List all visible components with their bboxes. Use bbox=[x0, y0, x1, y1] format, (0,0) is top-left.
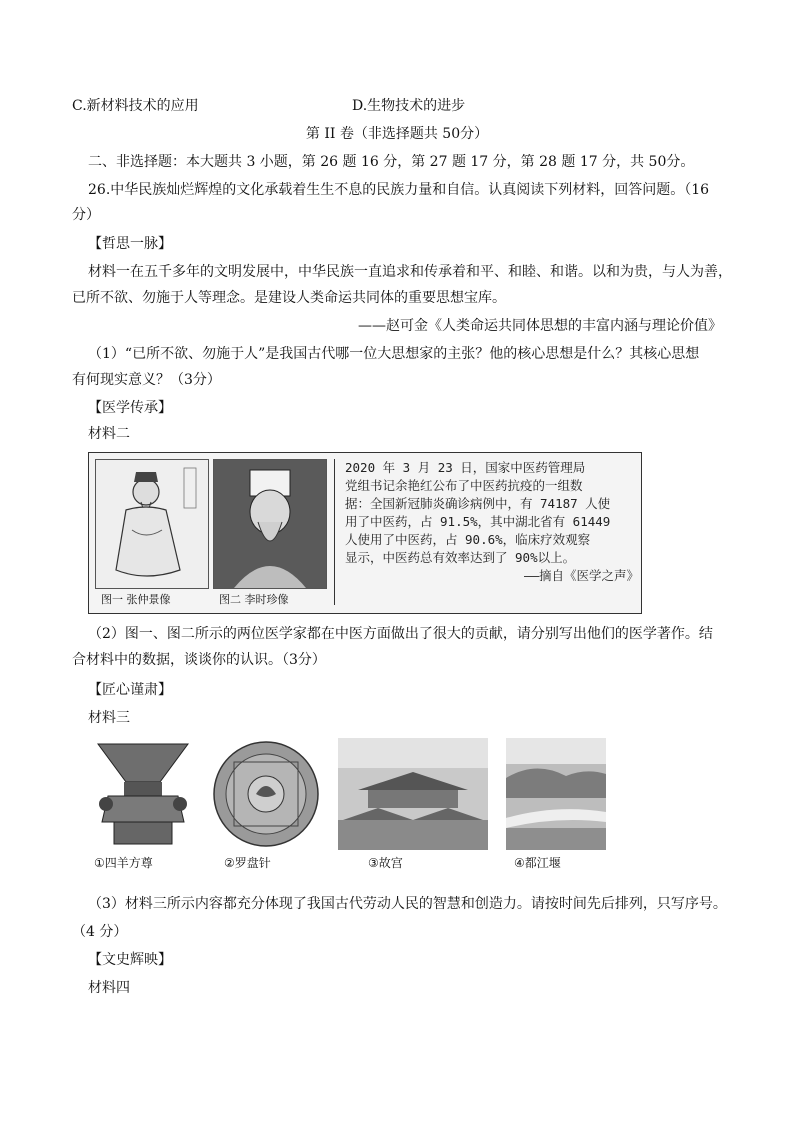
question-2-cont: 合材料中的数据，谈谈你的认识。（3分） bbox=[72, 652, 326, 668]
heading-craft: 【匠心谨肃】 bbox=[88, 682, 172, 698]
m3-caption-4: ④都江堰 bbox=[514, 856, 561, 870]
material-two-text-line: 2020 年 3 月 23 日，国家中医药管理局 bbox=[345, 460, 586, 475]
option-c: C.新材料技术的应用 bbox=[72, 98, 199, 114]
heading-medicine: 【医学传承】 bbox=[88, 400, 172, 416]
material-one-source: ——赵可金《人类命运共同体思想的丰富内涵与理论价值》 bbox=[358, 318, 722, 334]
fig2-caption: 图二 李时珍像 bbox=[219, 593, 289, 606]
forbidden-city-image bbox=[338, 738, 488, 854]
question-3-cont: （4 分） bbox=[72, 924, 128, 940]
question-1: （1）“已所不欲、勿施于人”是我国古代哪一位大思想家的主张？他的核心思想是什么？其核心思想 bbox=[88, 346, 700, 362]
section-intro: 二、非选择题：本大题共 3 小题，第 26 题 16 分，第 27 题 17 分，第 28 题 17 分，共 50分。 bbox=[88, 154, 695, 170]
li-shizhen-portrait bbox=[213, 459, 327, 589]
m3-caption-3: ③故宫 bbox=[368, 856, 403, 870]
question-3: （3）材料三所示内容都充分体现了我国古代劳动人民的智慧和创造力。请按时间先后排列，只写序号。 bbox=[88, 896, 727, 912]
m3-caption-1: ①四羊方尊 bbox=[94, 856, 153, 870]
material-three-label: 材料三 bbox=[88, 710, 130, 726]
material-three-images bbox=[88, 738, 648, 870]
material-four-label: 材料四 bbox=[88, 980, 130, 996]
zhang-zhongjing-portrait bbox=[95, 459, 209, 589]
material-one-cont: 已所不欲、勿施于人等理念。是建设人类命运共同体的重要思想宝库。 bbox=[72, 290, 506, 306]
option-d: D.生物技术的进步 bbox=[352, 98, 466, 114]
material-two-text-line: 用了中医药，占 91.5%，其中湖北省有 61449 bbox=[345, 514, 611, 529]
material-two-source: ——摘自《医学之声》 bbox=[523, 568, 639, 583]
material-two-text-line: 据：全国新冠肺炎确诊病例中，有 74187 人使 bbox=[345, 496, 611, 511]
material-two-text bbox=[334, 459, 645, 605]
section-title: 第 II 卷（非选择题共 50分） bbox=[305, 126, 489, 142]
compass-image bbox=[210, 738, 322, 854]
question-2: （2）图一、图二所示的两位医学家都在中医方面做出了很大的贡献，请分别写出他们的医学著作。结 bbox=[88, 626, 713, 642]
material-two-label: 材料二 bbox=[88, 426, 130, 442]
m3-caption-2: ②罗盘针 bbox=[224, 856, 271, 870]
heading-philosophy: 【哲思一脉】 bbox=[88, 236, 172, 252]
dujiangyan-image bbox=[506, 738, 606, 854]
four-goat-square-zun-image bbox=[88, 738, 198, 854]
material-one: 材料一在五千多年的文明发展中，中华民族一直追求和传承着和平、和睦、和谐。以和为贵，与人为善， bbox=[88, 264, 732, 280]
q26-stem-cont: 分） bbox=[72, 207, 100, 223]
material-two-text-line: 人使用了中医药，占 90.6%，临床疗效观察 bbox=[345, 532, 591, 547]
material-two-image bbox=[88, 452, 642, 614]
q26-stem: 26.中华民族灿烂辉煌的文化承载着生生不息的民族力量和自信。认真阅读下列材料，回答问题。（16 bbox=[88, 182, 710, 198]
fig1-caption: 图一 张仲景像 bbox=[101, 593, 171, 606]
heading-literature-history: 【文史辉映】 bbox=[88, 952, 172, 968]
material-two-text-line: 显示，中医药总有效率达到了 90%以上。 bbox=[345, 550, 576, 565]
material-two-text-line: 党组书记余艳红公布了中医药抗疫的一组数 bbox=[345, 478, 583, 493]
question-1-cont: 有何现实意义？（3分） bbox=[72, 372, 221, 388]
